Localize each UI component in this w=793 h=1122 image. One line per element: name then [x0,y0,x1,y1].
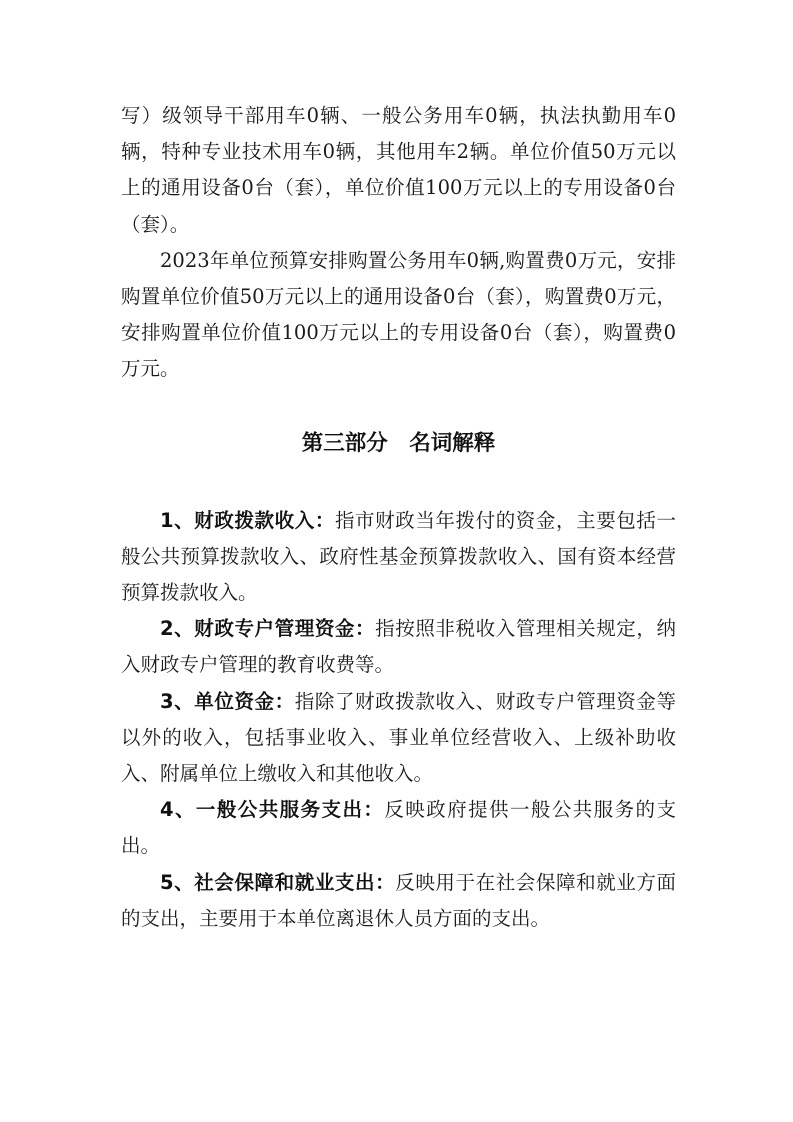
definition-term: 2、财政专户管理资金： [160,617,376,641]
document-body [121,98,676,937]
paragraph-2023-purchase-budget: 2023年单位预算安排购置公务用车0辆,购置费0万元，安排购置单位价值50万元以上的通用设备0台（套），购置费0万元，安排购置单位价值100万元以上的专用设备0台（套），购置费0万元。 [121,248,676,381]
definition-text: 反映用于在社会保障和就业方面的支出，主要用于本单位离退休人员方面的支出。 [121,870,676,930]
definition-item [121,503,676,612]
definition-item [121,684,676,793]
section-heading: 第三部分 名词解释 [301,430,496,456]
definition-term: 4、一般公共服务支出： [160,798,385,822]
definition-term: 3、单位资金： [160,689,295,713]
definition-text: 指市财政当年拨付的资金，主要包括一般公共预算拨款收入、政府性基金预算拨款收入、国有资本经营预算拨款收入。 [121,508,676,605]
definition-text: 反映政府提供一般公共服务的支出。 [121,798,676,858]
definition-text: 指除了财政拨款收入、财政专户管理资金等以外的收入，包括事业收入、事业单位经营收入、上级补助收入、附属单位上缴收入和其他收入。 [121,689,676,786]
definition-item [121,865,676,937]
definition-item [121,792,676,864]
definition-term: 1、财政拨款收入： [160,508,335,532]
paragraph-vehicle-assets: 写）级领导干部用车0辆、一般公务用车0辆，执法执勤用车0辆，特种专业技术用车0辆，其他用车2辆。单位价值50万元以上的通用设备0台（套），单位价值100万元以上的专用设备0台（套）。 [121,104,676,236]
definition-text: 指按照非税收入管理相关规定，纳入财政专户管理的教育收费等。 [121,617,676,677]
definition-item [121,611,676,683]
definition-term: 5、社会保障和就业支出： [160,870,396,894]
